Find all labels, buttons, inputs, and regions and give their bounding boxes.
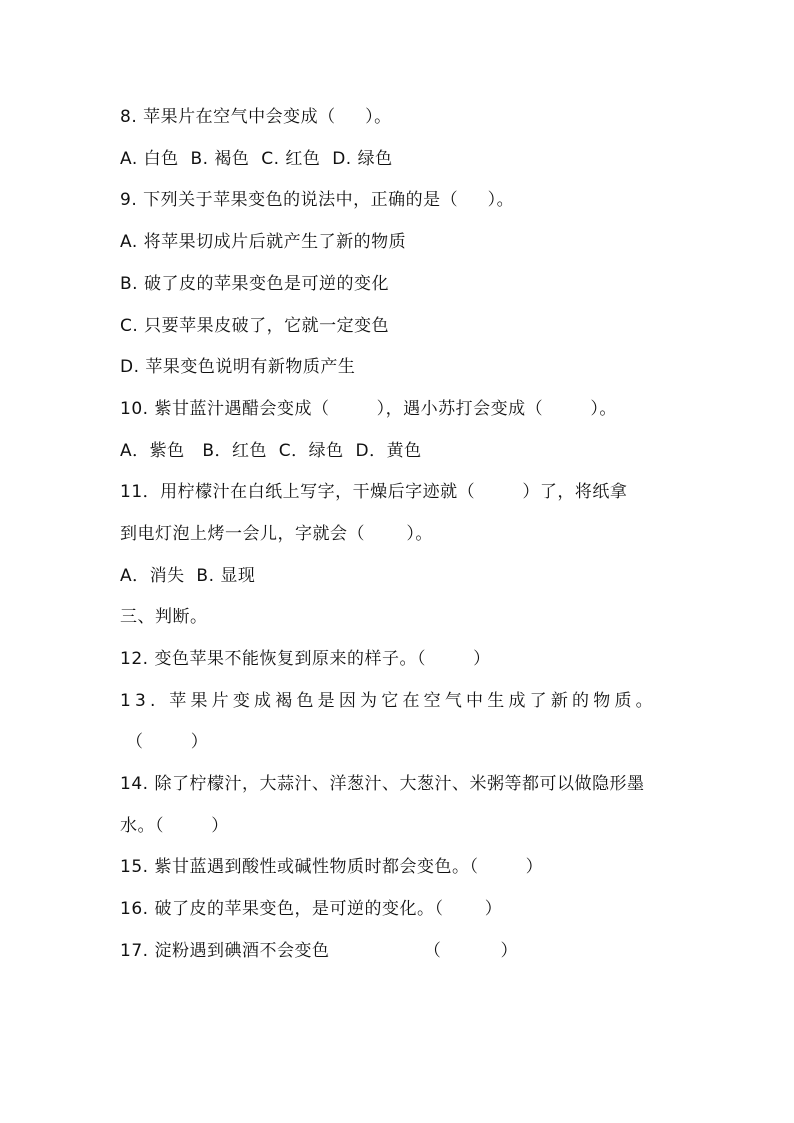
- question-9-option-d: D. 苹果变色说明有新物质产生: [120, 357, 356, 377]
- question-10: 10. 紫甘蓝汁遇醋会变成（ ），遇小苏打会变成（ ）。: [120, 399, 617, 419]
- question-10-options: A．紫色 B．红色 C．绿色 D．黄色: [120, 441, 422, 461]
- question-8-options: A. 白色 B. 褐色 C. 红色 D. 绿色: [120, 149, 393, 169]
- question-8: 8. 苹果片在空气中会变成（ ）。: [120, 107, 392, 127]
- question-13: 13. 苹果片变成褐色是因为它在空气中生成了新的物质。: [120, 691, 657, 711]
- question-11-line-1: 11．用柠檬汁在白纸上写字，干燥后字迹就（ ）了，将纸拿: [120, 482, 628, 502]
- question-12: 12. 变色苹果不能恢复到原来的样子。（ ）: [120, 649, 491, 669]
- question-9-option-c: C. 只要苹果皮破了，它就一定变色: [120, 316, 390, 336]
- question-9: 9. 下列关于苹果变色的说法中，正确的是（ ）。: [120, 190, 515, 210]
- question-14-line-1: 14. 除了柠檬汁，大蒜汁、洋葱汁、大葱汁、米粥等都可以做隐形墨: [120, 774, 645, 794]
- question-16: 16. 破了皮的苹果变色，是可逆的变化。（ ）: [120, 899, 503, 919]
- question-14-line-2: 水。（ ）: [120, 816, 229, 836]
- question-11-line-2: 到电灯泡上烤一会儿，字就会（ ）。: [120, 524, 433, 544]
- question-15: 15. 紫甘蓝遇到酸性或碱性物质时都会变色。（ ）: [120, 857, 544, 877]
- question-9-option-b: B. 破了皮的苹果变色是可逆的变化: [120, 274, 389, 294]
- question-9-option-a: A. 将苹果切成片后就产生了新的物质: [120, 232, 407, 252]
- section-heading-judgment: 三、判断。: [120, 607, 208, 627]
- question-13-answer-blank: （ ）: [126, 732, 209, 752]
- question-17: 17. 淀粉遇到碘酒不会变色 （ ）: [120, 941, 518, 961]
- question-11-options: A．消失 B. 显现: [120, 566, 256, 586]
